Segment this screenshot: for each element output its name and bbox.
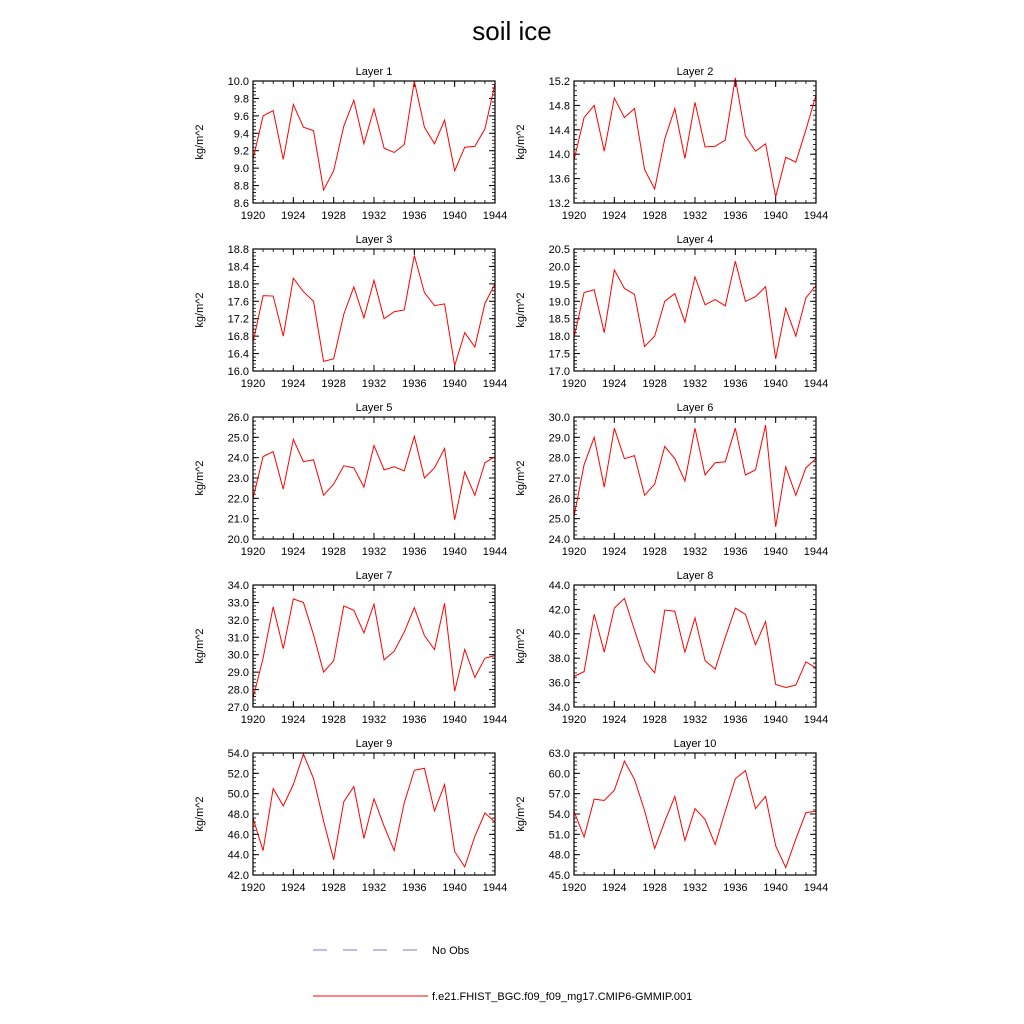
xtick-label-1940: 1940	[442, 546, 467, 558]
ytick-label-28.0: 28.0	[548, 452, 570, 465]
ytick-label-25.0: 25.0	[548, 513, 570, 526]
ylabel-layer-10: kg/m^2	[515, 796, 527, 832]
xtick-label-1944: 1944	[803, 378, 829, 390]
panel-title-layer-6: Layer 6	[676, 402, 714, 414]
xtick-label-1932: 1932	[682, 882, 708, 894]
xtick-label-1928: 1928	[642, 882, 667, 894]
plot-frame-layer-2	[574, 81, 816, 203]
xtick-label-1940: 1940	[442, 210, 467, 222]
xtick-label-1944: 1944	[803, 714, 829, 726]
series-line-layer-8	[574, 598, 816, 687]
xtick-label-1920: 1920	[240, 378, 266, 390]
ytick-label-8.8: 8.8	[233, 180, 249, 193]
ytick-label-18.4: 18.4	[227, 261, 249, 274]
ytick-label-27.0: 27.0	[548, 473, 570, 485]
ytick-label-18.0: 18.0	[227, 278, 249, 291]
ytick-label-36.0: 36.0	[548, 677, 570, 690]
ytick-label-50.0: 50.0	[227, 788, 249, 801]
xtick-label-1924: 1924	[281, 546, 306, 558]
ytick-label-40.0: 40.0	[548, 628, 570, 641]
ytick-label-60.0: 60.0	[548, 768, 570, 781]
panel-layer-1	[194, 66, 507, 222]
ytick-label-18.0: 18.0	[548, 331, 570, 344]
xtick-label-1936: 1936	[723, 210, 748, 222]
panel-title-layer-7: Layer 7	[355, 570, 393, 582]
xtick-label-1920: 1920	[240, 210, 266, 222]
ytick-label-24.0: 24.0	[548, 534, 570, 546]
ytick-label-19.5: 19.5	[548, 278, 570, 291]
ytick-label-57.0: 57.0	[548, 788, 570, 801]
minor-ticks-layer-6	[574, 417, 816, 539]
xtick-label-1944: 1944	[482, 378, 508, 390]
panel-layer-2	[515, 66, 828, 222]
xtick-label-1928: 1928	[321, 714, 346, 726]
ytick-label-48.0: 48.0	[548, 849, 570, 862]
xtick-label-1920: 1920	[561, 378, 587, 390]
ytick-label-9.0: 9.0	[233, 163, 249, 176]
xtick-label-1932: 1932	[682, 546, 708, 558]
ytick-label-13.2: 13.2	[548, 198, 570, 210]
xtick-label-1936: 1936	[723, 546, 748, 558]
series-line-layer-1	[253, 81, 495, 190]
xtick-label-1924: 1924	[281, 882, 306, 894]
plot-frame-layer-1	[253, 81, 495, 203]
panel-title-layer-8: Layer 8	[676, 570, 714, 582]
xtick-label-1936: 1936	[402, 714, 427, 726]
xtick-label-1940: 1940	[763, 714, 788, 726]
xtick-label-1932: 1932	[682, 210, 708, 222]
ytick-label-44.0: 44.0	[548, 580, 570, 592]
minor-ticks-layer-9	[253, 753, 495, 875]
ylabel-layer-6: kg/m^2	[515, 460, 527, 496]
ylabel-layer-7: kg/m^2	[194, 628, 206, 664]
panel-layer-3	[194, 234, 507, 390]
panel-title-layer-10: Layer 10	[673, 738, 717, 750]
xtick-label-1920: 1920	[561, 546, 587, 558]
series-line-layer-5	[253, 436, 495, 519]
ytick-label-45.0: 45.0	[548, 870, 570, 882]
xtick-label-1920: 1920	[240, 882, 266, 894]
ytick-label-23.0: 23.0	[227, 473, 249, 485]
series-line-layer-6	[574, 425, 816, 527]
xtick-label-1924: 1924	[281, 714, 306, 726]
xtick-label-1944: 1944	[482, 714, 508, 726]
xtick-label-1944: 1944	[482, 210, 508, 222]
panel-title-layer-5: Layer 5	[355, 402, 393, 414]
ytick-label-29.0: 29.0	[227, 667, 249, 680]
ytick-label-20.0: 20.0	[548, 261, 570, 274]
ylabel-layer-8: kg/m^2	[515, 628, 527, 664]
xtick-label-1924: 1924	[281, 378, 306, 390]
ytick-label-14.8: 14.8	[548, 100, 570, 113]
xtick-label-1932: 1932	[682, 714, 708, 726]
ytick-label-30.0: 30.0	[227, 649, 249, 662]
ytick-label-26.0: 26.0	[548, 493, 570, 506]
ytick-label-14.0: 14.0	[548, 149, 570, 162]
ytick-label-31.0: 31.0	[227, 632, 249, 645]
ytick-label-10.0: 10.0	[227, 76, 249, 88]
ytick-label-24.0: 24.0	[227, 452, 249, 465]
xtick-label-1936: 1936	[402, 210, 427, 222]
series-line-layer-3	[253, 256, 495, 366]
panel-layer-5	[194, 402, 507, 558]
ytick-label-30.0: 30.0	[548, 412, 570, 424]
xtick-label-1928: 1928	[321, 210, 346, 222]
ylabel-layer-5: kg/m^2	[194, 460, 206, 496]
xtick-label-1924: 1924	[602, 714, 627, 726]
ytick-label-9.6: 9.6	[233, 110, 249, 123]
minor-ticks-layer-4	[574, 249, 816, 371]
panel-layer-4	[515, 234, 828, 390]
ytick-label-17.6: 17.6	[227, 296, 249, 309]
plot-frame-layer-8	[574, 585, 816, 707]
ytick-label-8.6: 8.6	[233, 198, 249, 210]
ytick-label-38.0: 38.0	[548, 653, 570, 666]
plot-frame-layer-6	[574, 417, 816, 539]
xtick-label-1932: 1932	[361, 714, 387, 726]
ylabel-layer-2: kg/m^2	[515, 124, 527, 160]
xtick-label-1940: 1940	[442, 714, 467, 726]
xtick-label-1924: 1924	[602, 378, 627, 390]
series-line-layer-4	[574, 261, 816, 359]
ytick-label-33.0: 33.0	[227, 597, 249, 610]
xtick-label-1936: 1936	[723, 882, 748, 894]
xtick-label-1928: 1928	[321, 378, 346, 390]
panel-layer-7	[194, 570, 507, 726]
xtick-label-1940: 1940	[763, 546, 788, 558]
ytick-label-42.0: 42.0	[548, 604, 570, 617]
plot-frame-layer-9	[253, 753, 495, 875]
legend-model-label: f.e21.FHIST_BGC.f09_f09_mg17.CMIP6-GMMIP.001	[432, 991, 693, 1003]
ytick-label-15.2: 15.2	[548, 76, 570, 88]
ytick-label-52.0: 52.0	[227, 768, 249, 781]
xtick-label-1924: 1924	[602, 546, 627, 558]
ytick-label-20.5: 20.5	[548, 244, 570, 256]
xtick-label-1936: 1936	[723, 714, 748, 726]
xtick-label-1944: 1944	[803, 546, 829, 558]
xtick-label-1936: 1936	[723, 378, 748, 390]
figure-title: soil ice	[472, 16, 552, 46]
ytick-label-16.4: 16.4	[227, 348, 249, 361]
xtick-label-1936: 1936	[402, 378, 427, 390]
xtick-label-1924: 1924	[602, 882, 627, 894]
ytick-label-9.8: 9.8	[233, 93, 249, 106]
xtick-label-1928: 1928	[642, 210, 667, 222]
series-line-layer-10	[574, 761, 816, 867]
xtick-label-1928: 1928	[642, 378, 667, 390]
panel-title-layer-1: Layer 1	[355, 66, 393, 78]
ytick-label-9.4: 9.4	[233, 128, 249, 141]
panel-title-layer-9: Layer 9	[355, 738, 393, 750]
ytick-label-17.0: 17.0	[548, 366, 570, 378]
minor-ticks-layer-8	[574, 585, 816, 707]
panel-layer-10	[515, 738, 828, 894]
ytick-label-34.0: 34.0	[227, 580, 249, 592]
ytick-label-14.4: 14.4	[548, 124, 570, 137]
xtick-label-1920: 1920	[240, 546, 266, 558]
ytick-label-51.0: 51.0	[548, 829, 570, 842]
ytick-label-17.2: 17.2	[227, 313, 249, 326]
ytick-label-42.0: 42.0	[227, 870, 249, 882]
xtick-label-1940: 1940	[763, 378, 788, 390]
ytick-label-26.0: 26.0	[227, 412, 249, 424]
ytick-label-18.5: 18.5	[548, 313, 570, 326]
panel-title-layer-2: Layer 2	[676, 66, 714, 78]
ytick-label-13.6: 13.6	[548, 173, 570, 186]
ylabel-layer-4: kg/m^2	[515, 292, 527, 328]
minor-ticks-layer-1	[253, 81, 495, 203]
xtick-label-1944: 1944	[803, 210, 829, 222]
ytick-label-9.2: 9.2	[233, 145, 249, 158]
xtick-label-1944: 1944	[482, 546, 508, 558]
ytick-label-17.5: 17.5	[548, 348, 570, 361]
ytick-label-54.0: 54.0	[548, 809, 570, 821]
xtick-label-1940: 1940	[442, 882, 467, 894]
ytick-label-19.0: 19.0	[548, 296, 570, 309]
ytick-label-21.0: 21.0	[227, 513, 249, 526]
legend	[313, 945, 692, 1003]
plot-frame-layer-4	[574, 249, 816, 371]
xtick-label-1924: 1924	[281, 210, 306, 222]
xtick-label-1928: 1928	[642, 714, 667, 726]
xtick-label-1924: 1924	[602, 210, 627, 222]
xtick-label-1920: 1920	[561, 882, 587, 894]
ytick-label-27.0: 27.0	[227, 702, 249, 714]
xtick-label-1932: 1932	[361, 378, 387, 390]
panel-title-layer-3: Layer 3	[355, 234, 393, 246]
xtick-label-1932: 1932	[361, 882, 387, 894]
ytick-label-29.0: 29.0	[548, 432, 570, 445]
ylabel-layer-3: kg/m^2	[194, 292, 206, 328]
ytick-label-46.0: 46.0	[227, 829, 249, 842]
panels-group	[194, 66, 828, 894]
xtick-label-1940: 1940	[442, 378, 467, 390]
ytick-label-32.0: 32.0	[227, 614, 249, 627]
ytick-label-16.0: 16.0	[227, 366, 249, 378]
xtick-label-1932: 1932	[361, 210, 387, 222]
ytick-label-22.0: 22.0	[227, 493, 249, 506]
xtick-label-1932: 1932	[361, 546, 387, 558]
series-line-layer-2	[574, 78, 816, 197]
plot-frame-layer-10	[574, 753, 816, 875]
ytick-label-48.0: 48.0	[227, 809, 249, 821]
ytick-label-25.0: 25.0	[227, 432, 249, 445]
panel-layer-9	[194, 738, 507, 894]
panel-layer-6	[515, 402, 828, 558]
series-line-layer-7	[253, 599, 495, 698]
ytick-label-20.0: 20.0	[227, 534, 249, 546]
ytick-label-54.0: 54.0	[227, 748, 249, 760]
xtick-label-1936: 1936	[402, 546, 427, 558]
xtick-label-1928: 1928	[321, 546, 346, 558]
ytick-label-63.0: 63.0	[548, 748, 570, 760]
xtick-label-1932: 1932	[682, 378, 708, 390]
minor-ticks-layer-2	[574, 81, 816, 203]
xtick-label-1920: 1920	[561, 210, 587, 222]
xtick-label-1920: 1920	[561, 714, 587, 726]
ytick-label-16.8: 16.8	[227, 331, 249, 344]
ylabel-layer-9: kg/m^2	[194, 796, 206, 832]
xtick-label-1940: 1940	[763, 882, 788, 894]
xtick-label-1920: 1920	[240, 714, 266, 726]
xtick-label-1928: 1928	[321, 882, 346, 894]
ylabel-layer-1: kg/m^2	[194, 124, 206, 160]
xtick-label-1936: 1936	[402, 882, 427, 894]
xtick-label-1940: 1940	[763, 210, 788, 222]
ytick-label-34.0: 34.0	[548, 702, 570, 714]
xtick-label-1944: 1944	[803, 882, 829, 894]
plot-frame-layer-5	[253, 417, 495, 539]
panel-title-layer-4: Layer 4	[676, 234, 714, 246]
ytick-label-18.8: 18.8	[227, 244, 249, 256]
series-line-layer-9	[253, 754, 495, 867]
legend-obs-label: No Obs	[432, 945, 470, 957]
panel-layer-8	[515, 570, 828, 726]
xtick-label-1944: 1944	[482, 882, 508, 894]
minor-ticks-layer-5	[253, 417, 495, 539]
ytick-label-28.0: 28.0	[227, 684, 249, 697]
xtick-label-1928: 1928	[642, 546, 667, 558]
ytick-label-44.0: 44.0	[227, 849, 249, 862]
minor-ticks-layer-10	[574, 753, 816, 875]
